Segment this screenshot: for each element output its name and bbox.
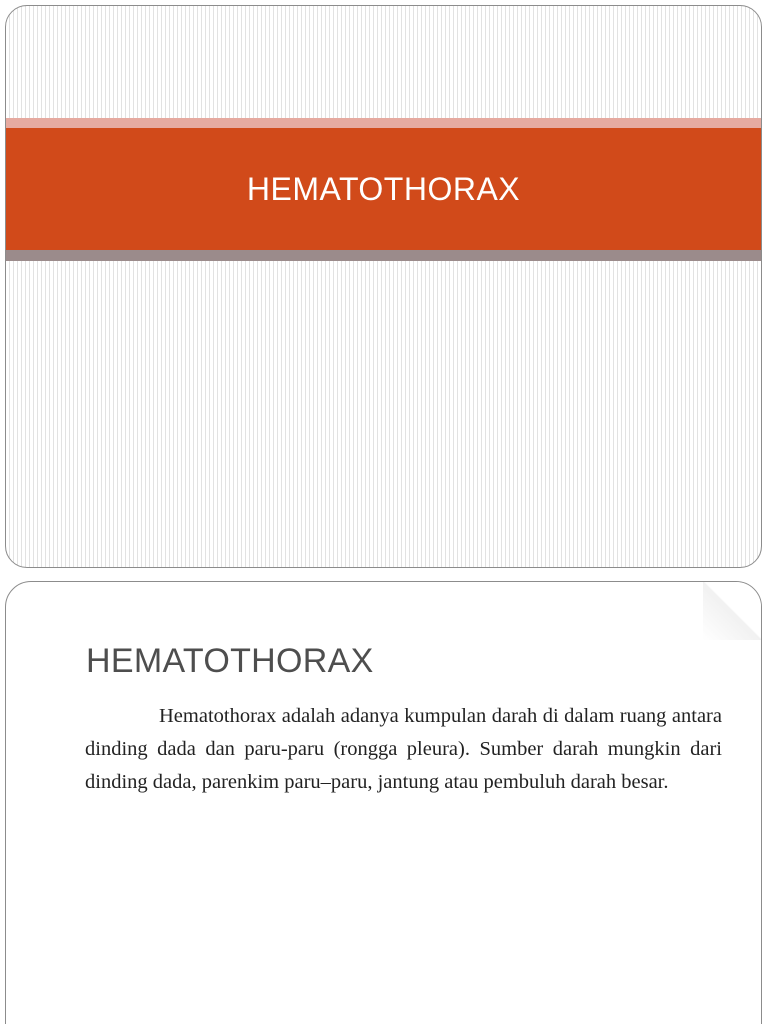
page-corner-fold — [703, 582, 761, 640]
title-accent-stripe-bottom — [6, 250, 761, 261]
title-slide — [5, 5, 762, 568]
content-slide — [5, 581, 762, 1024]
content-paragraph: Hematothorax adalah adanya kumpulan darah di dalam ruang antara dinding dada dan paru-paru (rongga pleura). Sumber darah mungkin dari dinding dada, parenkim paru–paru, jantung atau pembuluh darah besar. — [85, 705, 722, 793]
slide-title: HEMATOTHORAX — [246, 170, 521, 207]
content-heading: HEMATOTHORAX — [86, 642, 374, 680]
title-band — [6, 128, 761, 250]
title-accent-stripe-top — [6, 118, 761, 128]
